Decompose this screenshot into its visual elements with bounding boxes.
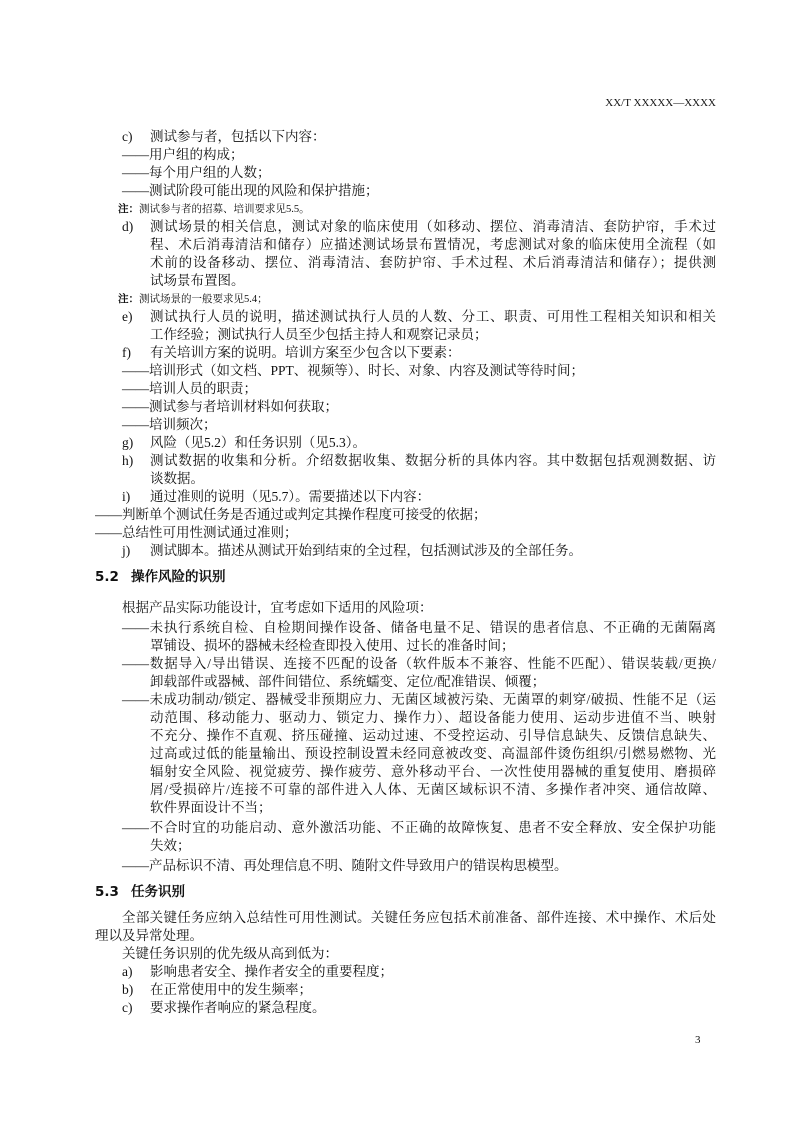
list-item-line: 测试执行人员的说明，描述测试执行人员的人数、分工、职责、可用性工程相关知识和相关 xyxy=(150,309,716,324)
risk-line: 辐射安全风险、视觉疲劳、操作疲劳、意外移动平台、一次性使用器械的重复使用、磨损碎 xyxy=(150,764,716,779)
sub-item: ——培训频次； xyxy=(122,417,217,432)
risk-line: ——未执行系统自检、自检期间操作设备、储备电量不足、错误的患者信息、不正确的无菌隔离 xyxy=(122,620,716,635)
list-item-h xyxy=(95,452,716,470)
list-marker: a) xyxy=(122,964,133,979)
list-item-j xyxy=(95,542,716,560)
list-item-text: 通过准则的说明（见5.7）。需要描述以下内容： xyxy=(150,489,431,504)
list-item-line: 术前的设备移动、摆位、消毒清洁、套防护帘、手术过程、术后消毒清洁和储存）；提供测 xyxy=(150,255,716,270)
intro-text: 根据产品实际功能设计，宜考虑如下适用的风险项： xyxy=(122,600,433,615)
risk-line: 卸载部件或器械、部件间错位、系统蠕变、定位/配准错误、倾覆； xyxy=(150,674,546,689)
section-title: 任务识别 xyxy=(131,884,185,900)
list-item-line: 工作经验；测试执行人员至少包括主持人和观察记录员； xyxy=(150,327,488,342)
sub-item: ——总结性可用性测试通过准则； xyxy=(95,525,298,540)
list-item-g xyxy=(95,434,716,452)
list-marker: f) xyxy=(122,345,131,360)
list-item-line: 测试场景的相关信息，测试对象的临床使用（如移动、摆位、消毒清洁、套防护帘，手术过 xyxy=(150,219,716,234)
list-marker: g) xyxy=(122,435,134,450)
note-text: 测试参与者的招募、培训要求见5.5。 xyxy=(139,204,310,215)
priority-item-c xyxy=(95,999,716,1017)
list-item-text: 有关培训方案的说明。培训方案至少包含以下要素： xyxy=(150,345,461,360)
list-item-text: 测试参与者，包括以下内容： xyxy=(150,129,326,144)
list-marker: c) xyxy=(122,1000,133,1015)
note-text: 测试场景的一般要求见5.4； xyxy=(139,294,268,305)
sub-item: ——每个用户组的人数； xyxy=(122,165,271,180)
risk-item xyxy=(95,857,716,875)
risk-item xyxy=(95,691,716,817)
risk-line: ——产品标识不清、再处理信息不明、随附文件导致用户的错误构思模型。 xyxy=(122,858,568,873)
list-marker: e) xyxy=(122,309,133,324)
priority-intro: 关键任务识别的优先级从高到低为： xyxy=(122,946,338,961)
sub-item: ——测试阶段可能出现的风险和保护措施； xyxy=(122,183,379,198)
risk-line: 屑/受损碎片/连接不可靠的部件进入人体、无菌区域标识不清、多操作者冲突、通信故障、 xyxy=(150,782,716,797)
section-title: 操作风险的识别 xyxy=(131,569,226,585)
sub-item: ——判断单个测试任务是否通过或判定其操作程度可接受的依据； xyxy=(95,507,487,522)
risk-line: 罩铺设、损坏的器械未经检查即投入使用、过长的准备时间； xyxy=(150,638,515,653)
list-item-line: 试场景布置图。 xyxy=(150,273,245,288)
risk-line: 软件界面设计不当； xyxy=(150,800,272,815)
list-item-line: 测试数据的收集和分析。介绍数据收集、数据分析的具体内容。其中数据包括观测数据、访 xyxy=(150,453,716,468)
list-item-text: 要求操作者响应的紧急程度。 xyxy=(150,1000,326,1015)
section-number: 5.2 xyxy=(95,569,119,585)
section-heading-5-2 xyxy=(95,568,716,586)
priority-item-a xyxy=(95,963,716,981)
document-code: XX/T XXXXX—XXXX xyxy=(605,97,716,109)
priority-item-b xyxy=(95,981,716,999)
list-item-line: 程、术后消毒清洁和储存）应描述测试场景布置情况，考虑测试对象的临床使用全流程（如 xyxy=(150,237,716,252)
risk-item xyxy=(95,819,716,855)
note xyxy=(95,290,716,308)
sub-item: ——培训形式（如文档、PPT、视频等）、时长、对象、内容及测试等待时间； xyxy=(122,363,585,378)
list-item-f xyxy=(95,344,716,362)
risk-item xyxy=(95,655,716,691)
page-number: 3 xyxy=(695,1034,701,1046)
risk-line: 过高或过低的能量输出、预设控制设置未经同意被改变、高温部件烫伤组织/引燃易燃物、光 xyxy=(150,746,716,761)
list-item-i xyxy=(95,488,716,506)
list-item-line: 谈数据。 xyxy=(150,471,204,486)
list-item-e xyxy=(95,308,716,326)
list-marker: j) xyxy=(122,543,131,558)
list-item-text: 测试脚本。描述从测试开始到结束的全过程，包括测试涉及的全部任务。 xyxy=(150,543,582,558)
list-item-text: 在正常使用中的发生频率； xyxy=(150,982,312,997)
list-marker: b) xyxy=(122,982,134,997)
risk-line: ——不合时宜的功能启动、意外激活功能、不正确的故障恢复、患者不安全释放、安全保护功能 xyxy=(122,820,716,835)
risk-line: 动范围、移动能力、驱动力、锁定力、操作力）、超设备能力使用、运动步进值不当、映射 xyxy=(150,710,716,725)
list-item-d xyxy=(95,218,716,236)
list-marker: i) xyxy=(122,489,131,504)
document-body xyxy=(95,128,716,1017)
risk-line: ——数据导入/导出错误、连接不匹配的设备（软件版本不兼容、性能不匹配）、错误装载/更换/ xyxy=(122,656,716,671)
risk-list xyxy=(95,619,716,875)
list-item-c xyxy=(95,128,716,146)
sub-item: ——培训人员的职责； xyxy=(122,381,257,396)
list-item-text: 风险（见5.2）和任务识别（见5.3）。 xyxy=(150,435,366,450)
risk-line: 失效； xyxy=(150,838,191,853)
risk-line: ——未成功制动/锁定、器械受非预期应力、无菌区域被污染、无菌罩的刺穿/破损、性能不足（运 xyxy=(122,692,716,707)
risk-item xyxy=(95,619,716,655)
sub-item: ——用户组的构成； xyxy=(122,147,244,162)
list-marker: h) xyxy=(122,453,134,468)
note xyxy=(95,200,716,218)
list-marker: d) xyxy=(122,219,134,234)
paragraph-line: 全部关键任务应纳入总结性可用性测试。关键任务应包括术前准备、部件连接、术中操作、术后处 xyxy=(122,910,716,925)
sub-item: ——测试参与者培训材料如何获取； xyxy=(122,399,338,414)
section-heading-5-3 xyxy=(95,883,716,901)
paragraph-line: 理以及异常处理。 xyxy=(95,928,203,943)
risk-line: 不充分、操作不直观、挤压碰撞、运动过速、不受控运动、引导信息缺失、反馈信息缺失、 xyxy=(150,728,716,743)
list-marker: c) xyxy=(122,129,133,144)
note-label: 注： xyxy=(118,293,139,305)
section-number: 5.3 xyxy=(95,884,119,900)
note-label: 注： xyxy=(118,203,139,215)
list-item-text: 影响患者安全、操作者安全的重要程度； xyxy=(150,964,393,979)
